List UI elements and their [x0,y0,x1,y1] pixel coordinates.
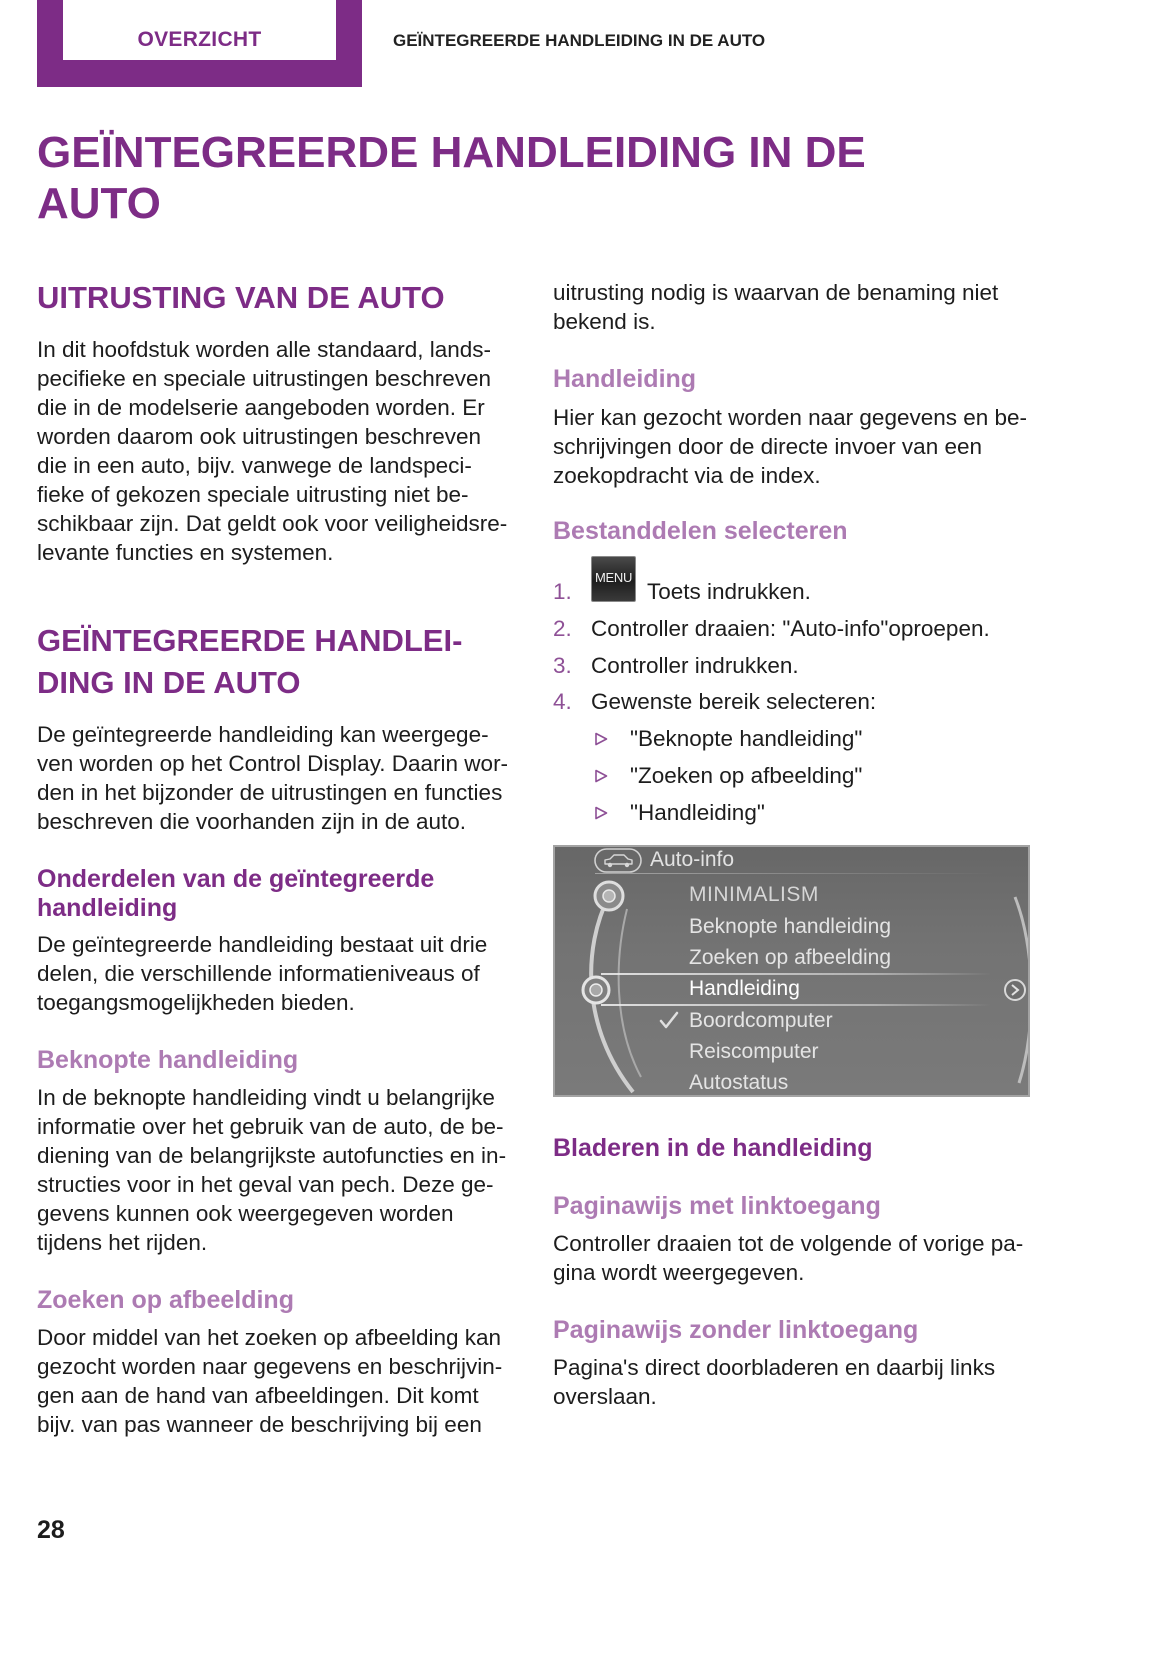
paragraph-paginawijs-met-linktoegang [553,1229,1023,1287]
heading-line: Onderdelen van de geïntegreerde [37,865,435,893]
text-line: tijdens het rijden. [37,1230,208,1255]
heading-zoeken-op-afbeelding: Zoeken op afbeelding [37,1286,294,1314]
heading-beknopte-handleiding: Beknopte handleiding [37,1046,299,1074]
heading-line: GEÏNTEGREERDE HANDLEI- [37,623,463,658]
screen-header-title: Auto-info [650,848,735,871]
menu-button-label: MENU [594,570,633,585]
text-line: overslaan. [553,1384,657,1409]
triangle-bullet-icon [594,732,608,746]
text-line: In dit hoofdstuk worden alle standaard, lands- [37,337,492,362]
text-line: In de beknopte handleiding vindt u belangrijke [37,1085,495,1110]
text-line: ven worden op het Control Display. Daarin wor- [37,751,509,776]
heading-handleiding: Handleiding [553,365,697,393]
option-text: "Zoeken op afbeelding" [630,763,863,788]
text-line: diening van de belangrijkste autofuncties en in- [37,1143,507,1168]
screen-menu-item: Zoeken op afbeelding [689,946,891,969]
step-number: 3. [553,653,572,678]
text-line: Pagina's direct doorbladeren en daarbij links [553,1355,996,1380]
text-line: delen, die verschillende informatieniveaus of [37,961,480,986]
step-text: Controller indrukken. [591,653,799,678]
text-line: De geïntegreerde handleiding bestaat uit drie [37,932,488,957]
text-line: fieke of gekozen speciale uitrusting niet be- [37,482,469,507]
paragraph-beknopte-handleiding [37,1083,506,1257]
page-title-line: AUTO [37,179,161,228]
screen-menu-item: Reiscomputer [689,1040,819,1063]
text-line: schrijvingen door de directe invoer van een [553,434,983,459]
heading-paginawijs-zonder-linktoegang: Paginawijs zonder linktoegang [553,1316,919,1344]
chapter-tab-inner [63,0,336,60]
step-number: 1. [553,579,572,604]
step-text: Toets indrukken. [647,579,811,604]
option-text: "Handleiding" [630,800,765,825]
chapter-tab-label: OVERZICHT [137,28,262,51]
car-icon [593,847,643,874]
heading-line: handleiding [37,894,178,922]
control-display-screenshot [553,845,1030,1097]
text-line: zoekopdracht via de index. [553,463,821,488]
heading-geintegreerde-handleiding [37,620,462,704]
running-header-title: GEÏNTEGREERDE HANDLEIDING IN DE AUTO [393,31,766,50]
text-line: Hier kan gezocht worden naar gegevens en be- [553,405,1028,430]
heading-onderdelen [37,865,434,923]
heading-bladeren: Bladeren in de handleiding [553,1134,873,1162]
chapter-tab [37,0,362,87]
heading-paginawijs-met-linktoegang: Paginawijs met linktoegang [553,1192,881,1220]
paragraph-uitrusting [37,335,507,567]
screen-menu-item: Handleiding [689,977,800,1000]
step-number: 2. [553,616,572,641]
page-title [37,127,866,229]
page-number: 28 [37,1516,65,1544]
paragraph-zoeken-op-afbeelding [37,1323,502,1439]
text-line: schikbaar zijn. Dat geldt ook voor veiligheidsre- [37,511,508,536]
triangle-bullet-icon [594,769,608,783]
menu-button-icon [591,556,636,602]
screen-menu-item: Autostatus [689,1071,789,1094]
text-line: die in de modelserie aangeboden worden. Er [37,395,485,420]
step-text: Gewenste bereik selecteren: [591,689,877,714]
chevron-right-icon [1005,980,1025,1000]
paragraph-zoeken-continued [553,278,998,336]
text-line: beschreven die voorhanden zijn in de auto. [37,809,467,834]
step-text: Controller draaien: "Auto-info"oproepen. [591,616,990,641]
text-line: gina wordt weergegeven. [553,1260,805,1285]
paragraph-paginawijs-zonder-linktoegang [553,1353,995,1411]
text-line: Controller draaien tot de volgende of vorige pa- [553,1231,1024,1256]
text-line: uitrusting nodig is waarvan de benaming niet [553,280,999,305]
screen-menu-item: Boordcomputer [689,1009,833,1032]
text-line: structies voor in het geval van pech. Deze ge- [37,1172,494,1197]
text-line: Door middel van het zoeken op afbeelding kan [37,1325,502,1350]
step-number: 4. [553,689,572,714]
text-line: toegangsmogelijkheden bieden. [37,990,355,1015]
paragraph-onderdelen [37,930,487,1017]
triangle-bullet-icon [594,806,608,820]
text-line: gen aan de hand van afbeeldingen. Dit komt [37,1383,479,1408]
text-line: gezocht worden naar gegevens en beschrijvin- [37,1354,503,1379]
text-line: levante functies en systemen. [37,540,334,565]
text-line: gevens kunnen ook weergegeven worden [37,1201,454,1226]
paragraph-handleiding [553,403,1027,490]
text-line: pecifieke en speciale uitrustingen beschreven [37,366,492,391]
text-line: bekend is. [553,309,656,334]
heading-uitrusting: UITRUSTING VAN DE AUTO [37,280,445,315]
text-line: De geïntegreerde handleiding kan weergege- [37,722,489,747]
text-line: bijv. van pas wanneer de beschrijving bij een [37,1412,482,1437]
heading-bestanddelen-selecteren: Bestanddelen selecteren [553,517,848,545]
text-line: informatie over het gebruik van de auto, de be- [37,1114,504,1139]
text-line: worden daarom ook uitrustingen beschreven [37,424,482,449]
text-line: den in het bijzonder de uitrustingen en functies [37,780,503,805]
text-line: die in een auto, bijv. vanwege de landspeci- [37,453,472,478]
screen-menu-item: Beknopte handleiding [689,915,892,938]
heading-line: DING IN DE AUTO [37,665,301,700]
option-text: "Beknopte handleiding" [630,726,863,751]
screen-menu-item: MINIMALISM [689,883,819,906]
paragraph-geintegreerde-handleiding [37,720,508,836]
page-title-line: GEÏNTEGREERDE HANDLEIDING IN DE [37,128,866,177]
